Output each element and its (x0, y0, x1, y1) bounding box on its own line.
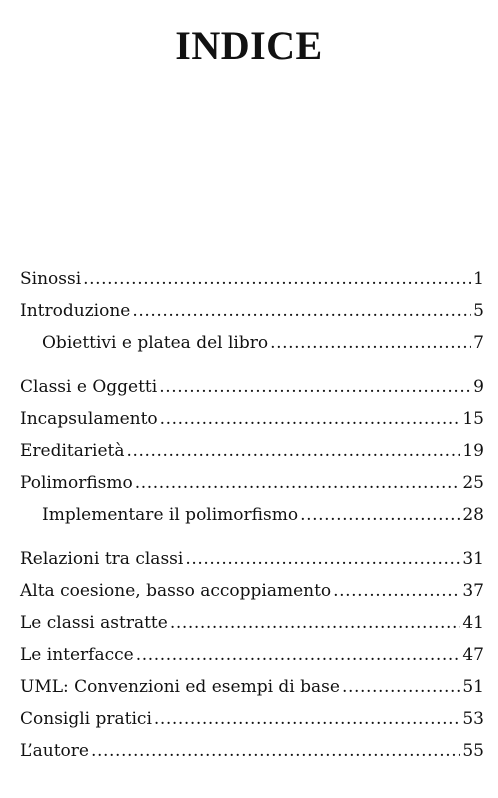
toc-entry-page: 5 (473, 301, 484, 321)
toc-entry-autore[interactable] (20, 735, 484, 767)
toc-entry-coesione-accoppiamento[interactable] (20, 575, 484, 607)
toc-entry-consigli-pratici[interactable] (20, 703, 484, 735)
toc-entry-label: Introduzione (20, 301, 131, 321)
toc-leader-dots (154, 703, 460, 735)
toc-entry-label: Sinossi (20, 269, 82, 289)
toc-entry-page: 28 (462, 505, 484, 525)
toc-entry-page: 47 (462, 645, 484, 665)
toc-entry-label: Alta coesione, basso accoppiamento (20, 581, 332, 601)
toc-entry-page: 51 (462, 677, 484, 697)
toc-entry-introduzione[interactable] (20, 295, 484, 327)
toc-entry-page: 31 (462, 549, 484, 569)
toc-entry-page: 25 (462, 473, 484, 493)
toc-entry-label: UML: Convenzioni ed esempi di base (20, 677, 340, 697)
toc-leader-dots (136, 639, 461, 671)
toc-leader-dots (160, 403, 461, 435)
toc-entry-label: Incapsulamento (20, 409, 158, 429)
toc-entry-sinossi[interactable] (20, 263, 484, 295)
toc-leader-dots (91, 735, 460, 767)
toc-entry-page: 7 (473, 333, 484, 353)
toc-entry-page: 1 (473, 269, 484, 289)
toc-entry-page: 37 (462, 581, 484, 601)
toc-entry-label: L’autore (20, 741, 89, 761)
toc-entry-ereditarieta[interactable] (20, 435, 484, 467)
toc-entry-classi-oggetti[interactable] (20, 371, 484, 403)
toc-entry-page: 41 (462, 613, 484, 633)
toc-entry-label: Polimorfismo (20, 473, 133, 493)
toc-leader-dots (185, 543, 460, 575)
toc-entry-implementare-polimorfismo[interactable] (20, 499, 484, 531)
toc-entry-label: Relazioni tra classi (20, 549, 184, 569)
toc-entry-page: 19 (462, 441, 484, 461)
toc-leader-dots (83, 263, 471, 295)
table-of-contents (20, 263, 484, 767)
toc-leader-dots (132, 295, 471, 327)
toc-leader-dots (270, 327, 471, 359)
toc-leader-dots (135, 467, 461, 499)
toc-entry-uml[interactable] (20, 671, 484, 703)
toc-entry-classi-astratte[interactable] (20, 607, 484, 639)
toc-leader-dots (126, 435, 460, 467)
toc-leader-dots (342, 671, 460, 703)
toc-leader-dots (300, 499, 460, 531)
toc-entry-label: Le interfacce (20, 645, 134, 665)
toc-entry-incapsulamento[interactable] (20, 403, 484, 435)
toc-entry-obiettivi[interactable] (20, 327, 484, 359)
toc-entry-page: 9 (473, 377, 484, 397)
toc-entry-label: Classi e Oggetti (20, 377, 158, 397)
toc-entry-relazioni-classi[interactable] (20, 543, 484, 575)
toc-leader-dots (333, 575, 460, 607)
toc-leader-dots (170, 607, 461, 639)
toc-entry-page: 55 (462, 741, 484, 761)
toc-entry-page: 15 (462, 409, 484, 429)
page-title: INDICE (175, 23, 323, 68)
toc-entry-label: Obiettivi e platea del libro (42, 333, 269, 353)
toc-entry-label: Implementare il polimorfismo (42, 505, 299, 525)
toc-entry-interfacce[interactable] (20, 639, 484, 671)
toc-leader-dots (159, 371, 471, 403)
toc-entry-label: Consigli pratici (20, 709, 152, 729)
toc-entry-label: Ereditarietà (20, 441, 125, 461)
toc-entry-label: Le classi astratte (20, 613, 168, 633)
toc-entry-polimorfismo[interactable] (20, 467, 484, 499)
toc-entry-page: 53 (462, 709, 484, 729)
